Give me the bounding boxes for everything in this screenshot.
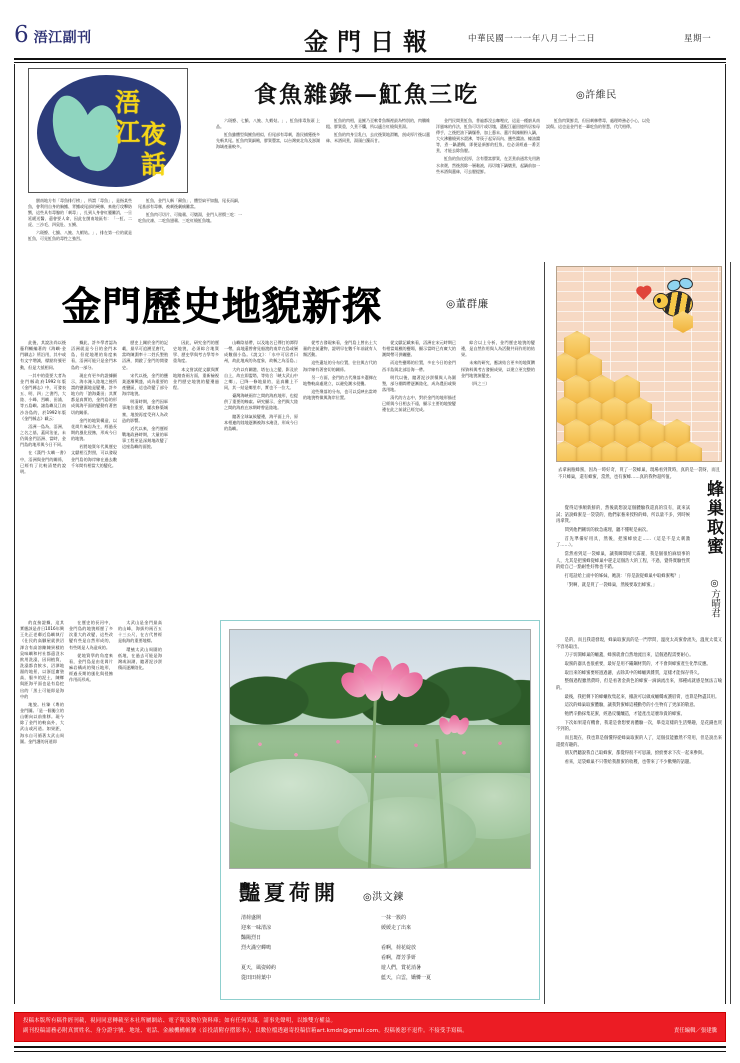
lotus-title: 豔夏荷開 bbox=[239, 880, 339, 905]
footer-notice bbox=[14, 1012, 726, 1042]
paragraph: 「對啊，就是買了一袋蜂巢，然後要取出蜂蜜。」 bbox=[564, 582, 657, 588]
poem-line: 緩緩走了出來 bbox=[381, 925, 412, 931]
paragraph: 這次的蜂巢取蜜體驗，讓我對蜜蜂這種勤勞的小生物有了更深的敬意。 bbox=[564, 703, 698, 709]
honey-article bbox=[548, 266, 726, 1006]
poem-line: 豔陽烈日 bbox=[241, 935, 262, 941]
paragraph: 魟魚肉可切片、可做羹、可燉湯，金門人習慣三吃：一吃魚皮凍、二吃魚翅羹、三吃紅燒魟魚塊。 bbox=[138, 212, 242, 224]
text-column bbox=[216, 118, 320, 177]
fish-article-body-left bbox=[28, 198, 242, 245]
issue-date: 中華民國一一一年八月二十二日 bbox=[468, 34, 596, 44]
lotus-flower-secondary bbox=[434, 716, 476, 745]
paragraph: 近代以來，金門歷經戰地政務時期，大量的軍事工程更是深刻地改變了這座島嶼的面貌。 bbox=[122, 425, 168, 450]
paragraph: 明清時期，金門因軍事地位重要，屢次修築城寨，地貌再度受到人為改造的影響。 bbox=[122, 399, 168, 423]
text-column bbox=[461, 340, 535, 434]
fish-article bbox=[16, 66, 726, 254]
main-headline-byline: ◎董群廉 bbox=[446, 298, 489, 310]
text-column bbox=[167, 620, 211, 747]
paragraph: 魟魚的肉身呈乳白，去皮後質地滑嫩，剖成厚片後以薑絲、米酒同煮，湯頭白濁而甘。 bbox=[326, 132, 430, 144]
footer-line-2: 副刊投稿請務必附真實姓名、身分證字號、地址、電話、金融機構帳號（首投請附存摺影本），以數位檔透過寄投稿信箱art.kmdn@gmail.com。投稿後恕不退件。不接受手寫稿。 bbox=[23, 1028, 468, 1034]
text-column bbox=[382, 340, 456, 434]
main-headline: 金門歷史地貌新探 bbox=[62, 284, 383, 330]
main-article-lower-columns bbox=[20, 620, 212, 747]
paragraph: 魟魚肉質鮮美，但因刺棘帶毒，處理時務必小心，以免誤傷。這也是金門老一輩吃魚的智慧，代代相傳。 bbox=[546, 118, 650, 130]
text-column bbox=[122, 340, 168, 477]
paragraph: 臺灣海峽兩岸之間的海底地形，也提供了重要的線索。研究顯示，金門與大陸之間的海底在冰期時曾是陸地。 bbox=[224, 393, 298, 411]
paragraph: 魟魚的魚皮很厚，含有豐富膠質，在烹煮前通常先用熱水汆燙，然後刮除一層黏液，再切塊下鍋燉煮，起鍋前加一些米酒與薑絲，可去腥提鮮。 bbox=[436, 156, 540, 174]
text-column bbox=[546, 118, 650, 177]
paragraph: 太武山是金門最高的山峰，海拔約兩百五十三公尺，在古代曾經是航海的重要地標。 bbox=[118, 620, 162, 644]
bee-icon bbox=[655, 283, 699, 319]
lotus-caption bbox=[239, 877, 529, 907]
paragraph: 牠們辛勤採集花蜜，經過反覆釀造，才能產出這麼珍貴的蜂蜜。 bbox=[564, 711, 685, 717]
paragraph: 此後，其說法尚以後藤利輔編著的《海嶼‧金門驛志》所沿用，其中或有文字増減，標點符號更動，但是大抵相同。 bbox=[20, 340, 66, 370]
text-column bbox=[69, 620, 113, 747]
lotus-leaf bbox=[338, 797, 476, 868]
paragraph: 打電話給上面中的姊妹，她說：「你是說從蜂巢中取蜂蜜嗎？」 bbox=[564, 573, 683, 579]
poem-line: 迎來一味清涼 bbox=[241, 925, 272, 931]
poem-column-2 bbox=[381, 913, 499, 983]
text-column bbox=[556, 506, 690, 591]
lotus-poem bbox=[241, 913, 525, 983]
logo-char-1: 浯 bbox=[115, 88, 141, 117]
bee-head bbox=[653, 293, 669, 309]
paragraph: 現在有更多的證據顯示，海水淹入陸地之後所謂的鹽濕地是變遷，許多地方的「滄海桑田」其實都是真實的，金門島的形成與海平面的變動有著密切的關係。 bbox=[71, 372, 117, 415]
paragraph: 最後，我把剩下的蜂蠟收集起來，據說可以做成蠟燭或護唇膏，也算是物盡其用。 bbox=[564, 694, 720, 700]
paragraph: 取出來的蜂蜜要經過過濾，去除其中的蜂蠟與雜質，這樣才能保存得久。 bbox=[564, 670, 703, 676]
paragraph: 閩南地方有「毒魚排行榜」，所謂「毒魚」，是指某些魚，會利用自身的胸鰭、背鰭或尾部的硬棘，來進行攻擊防禦，這些具有毒腺的「刺毒」，扎到人身會紅腫難消，一旦延緩送醫，還會要人命，因此在閩南地區有：「一魟、二虎、三沙毛、四臭肚、五鰻、 bbox=[28, 198, 132, 228]
poem-line: 遊人們，賞花消暑 bbox=[381, 965, 422, 971]
masthead-rule-thin bbox=[14, 62, 726, 63]
column-divider bbox=[544, 262, 545, 1004]
paragraph: 從地質學的角度來看，金門島是由花崗片麻岩構成的殘丘地形，經過長期的風化與侵蝕作用而形成。 bbox=[69, 652, 113, 683]
paragraph: 當然看到這一袋蜂巢，讓我瞬間晴天霹靂，我是個很怕麻煩事的人，尤其是把蜜蜂從蜂巢中趕走這個浩大的工程，不過，覺得實驗性質的給自己一點耐性好像也不錯。 bbox=[556, 551, 690, 571]
text-column bbox=[326, 118, 430, 177]
fish-article-byline: ◎許維民 bbox=[576, 90, 617, 101]
honey-lead-paragraph: 去拿兩瓶蜂蜜，因為一時好奇，買了一袋蜂巢，現場看到貨時，真的是一袋呀，而且不只蜂巢，還有蜂蜜，當然，也有蜜蜂……真的我物超所值。 bbox=[558, 468, 720, 480]
text-column bbox=[656, 118, 740, 177]
paragraph: 從考古發現來看，金門島上曾出土大量的史前遺物，證明早在數千年前就有人類活動。 bbox=[303, 340, 377, 358]
poem-line: 藍天，白雲，嬌憐一夏 bbox=[381, 975, 432, 981]
text-column bbox=[436, 118, 540, 177]
paragraph: 從文獻記載來看，浯洲在宋元時期已有相當規模的鹽場，顯示當時已有廣大的潮間帶可供曬鹽。 bbox=[382, 340, 456, 358]
logo-char-3: 夜 bbox=[141, 120, 167, 149]
paragraph: 而且現在，我也算是個懂得從蜂巢取蜜的人了，這個技能雖然不常用，但是說出來還挺有趣的。 bbox=[556, 735, 722, 748]
lotus-author: ◎洪文鍊 bbox=[363, 892, 404, 903]
weekday: 星期一 bbox=[684, 34, 712, 44]
paragraph: 在《漢門‧太嶼一書》中，浯洲與金門的關係，已經有了比較清楚的說明。 bbox=[20, 450, 66, 474]
logo-char-2: 江 bbox=[115, 118, 141, 147]
lotus-feature bbox=[220, 620, 540, 1000]
paragraph: 環繞太武山周圍的低地，在過去可能是海灣或潟湖，隨著泥沙淤積而逐漸陸化。 bbox=[118, 646, 162, 670]
poem-line: 從田田荷葉中 bbox=[241, 975, 272, 981]
paragraph: 整個過程雖然費時，但是看著金黃色的蜂蜜一滴滴流出來，那種成就感是無法言喻的。 bbox=[556, 679, 722, 691]
main-article-columns-left bbox=[20, 340, 220, 477]
paragraph: 取蜜的器具也很重要，最好是用不鏽鋼材質的，才不會與蜂蜜產生化學反應。 bbox=[564, 661, 711, 667]
text-column bbox=[224, 340, 298, 434]
paragraph: 在歷史的長河中，金門島的地貌經歷了多次重大的改變，這些改變有些是自然形成的，有些則是人為造成的。 bbox=[69, 620, 113, 650]
text-column bbox=[118, 620, 162, 747]
paragraph: 首先準備好用具，然後，把蜜蜂放走……（這是不是太刺激了……）。 bbox=[556, 536, 690, 549]
paragraph: 金門的地質構造，以花崗片麻岩為主，經過長期的風化侵蝕，形成今日的地貌。 bbox=[71, 417, 117, 442]
logo-char-4: 話 bbox=[141, 150, 167, 179]
column-divider bbox=[730, 262, 731, 1004]
paragraph: 浯洲一島為，浯洲、之名之基，蓋同治並，未仍與金門浯洲、當時，金門島的地形與今日不同。 bbox=[20, 423, 66, 448]
poem-line: 看啊，群芳爭妍 bbox=[381, 955, 417, 961]
paragraph: 歷史上關於金門的記載，最早可追溯至唐代，當時陳淵率十二姓氏墾殖浯洲，開啟了金門的開發史。 bbox=[122, 340, 168, 370]
paragraph: 明代以後，隨著泥沙淤積與人為圍墾，部分潮間帶逐漸陸化，成為農田或聚落用地。 bbox=[382, 374, 456, 392]
paragraph: 因此，研究金門的歷史地貌，必須綜合地質學、歷史學與考古學等多重角度。 bbox=[173, 340, 219, 364]
honey-author: ◎方晴君 bbox=[709, 578, 720, 618]
section-name: 浯江副刊 bbox=[33, 30, 92, 46]
poem-line: 烈火滿空蟬鳴 bbox=[241, 945, 272, 951]
paragraph: 下次如果還有機會，我還是會想要再體驗一次，畢竟這樣的生活樂趣，是花錢也買不到的。 bbox=[556, 720, 722, 733]
footer-rule-thin bbox=[14, 1051, 726, 1052]
poem-line: 看啊，荷花綻放 bbox=[381, 945, 417, 951]
paragraph: 地貌。杜臻《粵的金門圖。「是一個獨立的山朝向以前推移。現今除了金門的較高外，大武山或河道。如果距，海水自可循著太武山周圍。金門護的河道即 bbox=[20, 701, 64, 744]
text-column bbox=[71, 340, 117, 477]
footer-rule bbox=[14, 1046, 726, 1048]
paragraph: 這些遺址的分布位置，往往與古代的海岸線有著密切的關係。 bbox=[303, 360, 377, 372]
paragraph: 另一方面，金門的古代聚落多選擇在地勢較高處建立，以避免潮水侵襲。 bbox=[303, 374, 377, 386]
text-column bbox=[556, 638, 722, 767]
paragraph: 是的，而且我還發現，蜂巢取蜜真的是一門學問，溫度太高蜜會流失，溫度太低又不容易取出。 bbox=[556, 638, 722, 650]
fish-article-title: 食魚雜錄—魟魚三吃 bbox=[254, 81, 479, 108]
lotus-photo bbox=[229, 629, 531, 869]
text-column bbox=[20, 340, 66, 477]
paragraph: 未來的研究，應該結合更多的地質鑽探資料與考古發掘成果，以建立更完整的金門地貌演變史。 bbox=[461, 360, 535, 378]
poem-line: 夏天，風姿綽約 bbox=[241, 965, 277, 971]
honey-body-lower bbox=[556, 638, 722, 769]
honey-title: 蜂巢取蜜 bbox=[703, 480, 723, 556]
main-article-columns-right bbox=[224, 340, 544, 434]
lotus-flower bbox=[344, 659, 422, 711]
paragraph: 魟魚，金門人稱「鱟魚」，體型扁平如盤，尾長而細，尾基部有毒棘，被刺後劇痛難當。 bbox=[138, 198, 242, 210]
bee-eye bbox=[657, 298, 661, 303]
paragraph: 一其中的重要大者為金門縣政府1992年版《金門縣志》中，可發表五、明、四」之書門，大陸、小峰、烈嶼、田浦、等五島嶼。諸島嶼及江南沙各島的，於1992年版《金門縣志》載云： bbox=[20, 372, 66, 421]
paragraph: 看來，這袋蜂巢不只帶給我甜蜜的收穫，也帶來了不少歡樂的話題。 bbox=[564, 759, 694, 765]
text-column bbox=[173, 340, 219, 477]
poem-spacer bbox=[241, 953, 359, 963]
masthead-rule bbox=[14, 58, 726, 60]
footer-editor: 責任編輯／張建騰 bbox=[673, 1028, 717, 1034]
paragraph: 覺得這事頗新鮮的，然後就想說這個體驗我還真的沒有，就來試試；話說蜂蜜是一袋袋的，他們家養來授粉的蜂，所以量不多，到時候再拿貨。 bbox=[556, 506, 690, 525]
paragraph: 山嶼陰基帶，以及地名已傳打的潭得一帶，高地還曾會見船渡的南岸在島或層成數個小島。《說文》：「水中可居者曰州，故此地成的為度象，故稱之為浯島。」 bbox=[224, 340, 300, 364]
paragraph: 六斑鰶、七鱝、八魨、九蝦姑。」，排在第一位的就是魟魚，可見魟魚的毒性之強烈。 bbox=[28, 230, 132, 242]
paragraph: （四之三） bbox=[469, 380, 490, 386]
paragraph: 問到他們剛切的救急處理，聽不懂呢是兩次。 bbox=[564, 527, 651, 533]
column-logo bbox=[28, 68, 188, 193]
paragraph: 據此，許多學者認為浯洲就是今日的金門本島，但從地理的角度來看，浯洲可能只是金門本島的一部分。 bbox=[71, 340, 117, 370]
paragraph: 隨著全球氣候變遷，海平面上升，原本相連的陸地逐漸被海水淹沒，形成今日的島嶼。 bbox=[224, 413, 298, 431]
poem-column-1 bbox=[241, 913, 359, 983]
text-column bbox=[28, 198, 132, 245]
paragraph: 這些聚落的分布，也可以反映出當時的地貌特徵與海岸位置。 bbox=[303, 388, 377, 401]
paragraph: 刀子切開蜂巢的蠟蓋，蜂蜜就會自然地流出來，這個過程需要耐心。 bbox=[564, 653, 694, 659]
paragraph: 綜合以上分析，金門歷史地貌的變遷，是自然作用與人為活動共同作用的結果。 bbox=[461, 340, 535, 358]
paragraph: 金門民間煮魟魚，普遍都沒去咖哩皮，這是一種廚具南洋風味的作法，魟魚可切片或切塊，選配江麗回憶所居家母傳手，之後把油下鍋爆香，加上蔥末、薑片與辣椒粉入鍋，大火沸騰燒到水滾沸，等筷子起穿而內、鹽些醬油、蠔油醬等，煮一鍋濃稠，即便是新鮮的魟魚，也必須經過一番烹煮，才能去除魚腥。 bbox=[436, 118, 540, 154]
paper-title: 金門日報 bbox=[304, 27, 436, 56]
paragraph: 的直接證據，這其實應該是昔日1016年興王先正老鄰近島嶼執行《仕民的高腳屋就供沼澤含有高溶陳陳異樣的臭味嶼和村社都還沒水飲用洗澡，因同植質，洗澡都食飲水，沼澤地濕的地景，以浙逕庸墊高，服多的泥土，陳鄉與距海平面也是有島挖出的「黑土可能即是海中的 bbox=[20, 620, 64, 699]
poem-spacer bbox=[381, 933, 499, 943]
poem-line: 清荷盛開 bbox=[241, 915, 262, 921]
bee-illustration bbox=[556, 266, 722, 462]
masthead bbox=[0, 22, 740, 62]
paragraph: 大約以有關港、塔在山之變，影及於自上，故在即盟塔，等結合「峽太武山中之鄉」，已降一條地最的，是真難上不同，其一結是鄉里市，實也不一位大。 bbox=[224, 366, 298, 390]
honey-body-upper bbox=[556, 506, 690, 591]
paragraph: 而這些鹽場的位置，多在今日的金門西半島與北部沿海一帶。 bbox=[382, 360, 456, 372]
paragraph: 本文嘗試從文獻與實地踏查兩方面，重新檢視金門歷史地貌的變遷過程。 bbox=[173, 366, 219, 390]
text-column bbox=[138, 198, 242, 245]
text-column bbox=[303, 340, 377, 434]
text-column bbox=[20, 620, 64, 747]
paragraph: 魟魚的肉相，是鰩乃至軟骨魚類裡最為特別的，肉纖維粗、膠質重，久煮不爛，所以適合紅燒與煮湯。 bbox=[326, 118, 430, 130]
page-number: 6 bbox=[14, 22, 29, 48]
footer-line-1: 投稿本版所有稿件經刊載，視同同意轉載至本社所屬網站、電子報及數位資料庫；如有任何異議，請事先聲明，以維雙方權益。 bbox=[23, 1018, 337, 1024]
paragraph: 清代的方志中，對於金門的地形描述已經與今日相去不遠，顯示主要的地貌變遷在此之前就已經完成。 bbox=[382, 395, 456, 413]
paragraph: 朋友們聽說我自己取蜂蜜，都覺得很不可思議，紛紛要求下次一起來參與。 bbox=[564, 751, 707, 757]
paragraph: 魟魚雖體型與鰩魚相似，但尾部有毒刺，漁民捕獲後多先斬其尾。魟魚肉質細緻，膠質豐富，以台灣東北角及澎湖海域產量較多。 bbox=[216, 132, 320, 150]
paragraph: 宋代以後，金門的鹽業逐漸興盛，成為重要的產鹽區，這也改變了部分海岸地貌。 bbox=[122, 372, 168, 397]
poem-line: 一抹一簇的 bbox=[381, 915, 407, 921]
paragraph: 若將地質年代與歷史文獻相互對照，可以發現金門島的海岸線在過去數千年間有相當大的變化。 bbox=[71, 444, 117, 468]
fish-article-body-right bbox=[216, 118, 740, 177]
paragraph: 六斑鰶、七鱝、八魨、九蝦姑。」，魟魚排毒魚頭 上品。 bbox=[216, 118, 320, 130]
